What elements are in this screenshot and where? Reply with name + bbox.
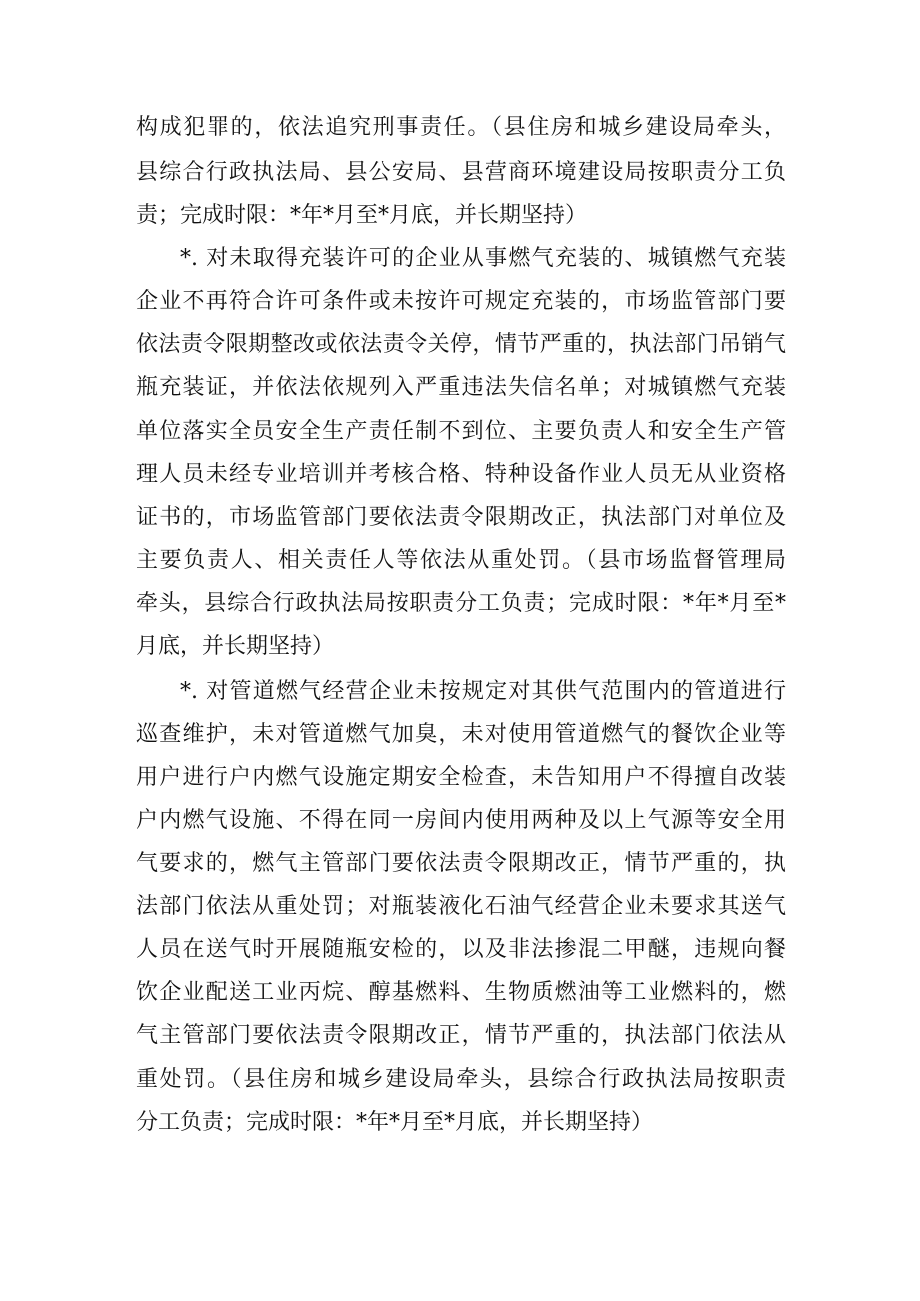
text-line: 主要负责人、相关责任人等依法从重处罚。（县市场监督管理局 — [136, 548, 786, 573]
text-line: 人员在送气时开展随瓶安检的，以及非法掺混二甲醚，违规向餐 — [136, 937, 786, 962]
text-line: 月底，并长期坚持） — [136, 634, 335, 659]
text-line: 法部门依法从重处罚；对瓶装液化石油气经营企业未要求其送气 — [136, 894, 786, 919]
text-line: *. 对管道燃气经营企业未按规定对其供气范围内的管道进行 — [180, 679, 786, 704]
text-line: 单位落实全员安全生产责任制不到位、主要负责人和安全生产管 — [136, 419, 786, 444]
text-line: *. 对未取得充装许可的企业从事燃气充装的、城镇燃气充装 — [180, 246, 786, 271]
text-line: 县综合行政执法局、县公安局、县营商环境建设局按职责分工负 — [136, 160, 786, 185]
text-line: 瓶充装证，并依法依规列入严重违法失信名单；对城镇燃气充装 — [136, 375, 786, 400]
text-line: 牵头，县综合行政执法局按职责分工负责；完成时限：*年*月至* — [136, 591, 786, 616]
text-line: 责；完成时限：*年*月至*月底，并长期坚持） — [136, 203, 588, 228]
text-line: 企业不再符合许可条件或未按许可规定充装的，市场监管部门要 — [136, 289, 786, 314]
text-line: 理人员未经专业培训并考核合格、特种设备作业人员无从业资格 — [136, 462, 786, 487]
text-line: 气主管部门要依法责令限期改正，情节严重的，执法部门依法从 — [136, 1023, 786, 1048]
text-line: 分工负责；完成时限：*年*月至*月底，并长期坚持） — [136, 1110, 654, 1135]
text-line: 巡查维护，未对管道燃气加臭，未对使用管道燃气的餐饮企业等 — [136, 722, 786, 747]
text-line: 气要求的，燃气主管部门要依法责令限期改正，情节严重的，执 — [136, 851, 786, 876]
text-line: 饮企业配送工业丙烷、醇基燃料、生物质燃油等工业燃料的，燃 — [136, 980, 786, 1005]
text-line: 重处罚。（县住房和城乡建设局牵头，县综合行政执法局按职责 — [136, 1067, 786, 1092]
text-line: 用户进行户内燃气设施定期安全检查，未告知用户不得擅自改装 — [136, 765, 786, 790]
text-line: 证书的，市场监管部门要依法责令限期改正，执法部门对单位及 — [136, 505, 786, 530]
text-line: 户内燃气设施、不得在同一房间内使用两种及以上气源等安全用 — [136, 808, 786, 833]
text-line: 构成犯罪的，依法追究刑事责任。（县住房和城乡建设局牵头， — [136, 115, 786, 140]
text-line: 依法责令限期整改或依法责令关停，情节严重的，执法部门吊销气 — [136, 332, 786, 357]
